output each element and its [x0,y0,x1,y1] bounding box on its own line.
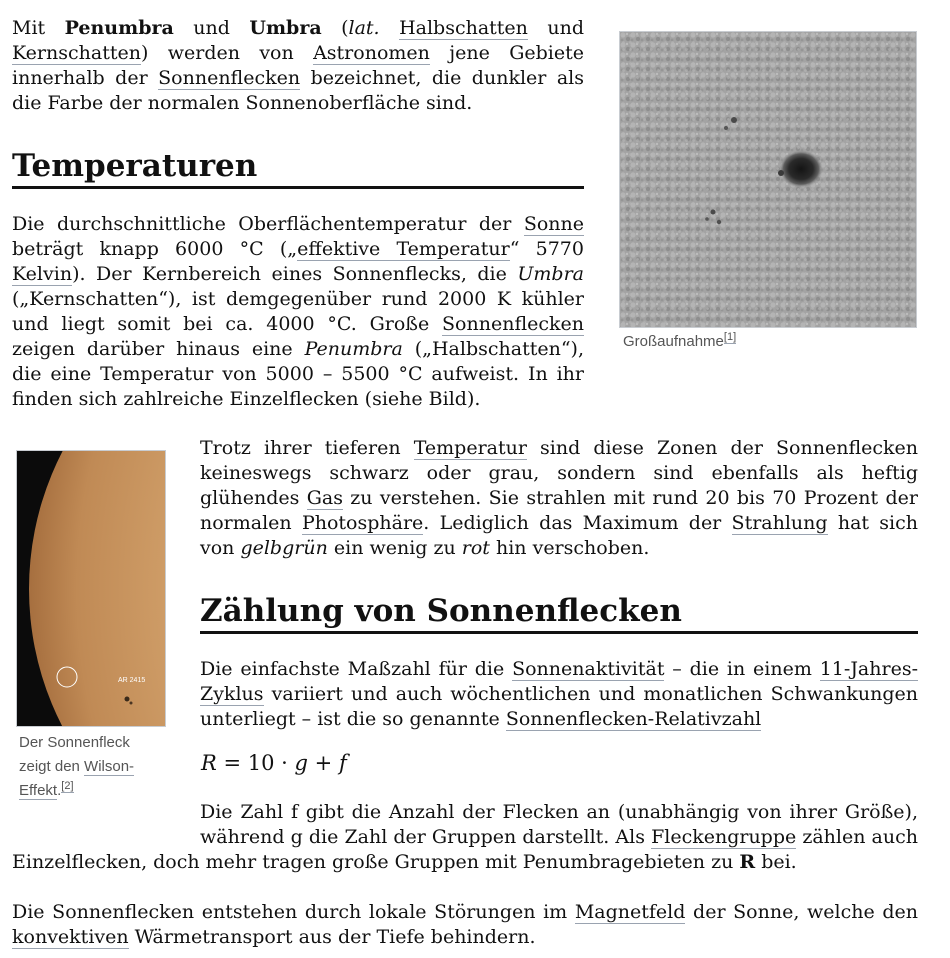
link-sonne[interactable]: Sonne [523,213,584,235]
link-wilson-effekt[interactable]: Wilson-Effekt [19,758,135,799]
link-strahlung[interactable]: Strahlung [731,512,828,534]
link-relativzahl[interactable]: Sonnenflecken-Relativzahl [505,708,762,730]
zaehlung-paragraph: Die einfachste Maßzahl für die Sonnenaktivität – die in einem 11-Jahres-Zyklus variiert und auch wöchentlichen und monatlichen Schwankungen unterliegt – ist die so genannte Sonnenflecken-Relativzahl [200,658,918,730]
float-spacer [12,800,200,848]
link-magnetfeld[interactable]: Magnetfeld [574,901,686,923]
link-photosphaere[interactable]: Photosphäre [301,512,424,534]
intro-paragraph: Mit Penumbra und Umbra (lat. Halbschatten und Kernschatten) werden von Astronomen jene Gebiete innerhalb der Sonnenflecken bezeichnet, die dunkler als die Farbe der normalen Sonnenoberfläche sind. [12,17,585,114]
trotz-paragraph: Trotz ihrer tieferen Temperatur sind diese Zonen der Sonnenflecken keineswegs schwarz oder grau, sondern sind ebenfalls als heftig glühendes Gas zu verstehen. Sie strahlen mit rund 20 bis 70 Prozent der normalen Photosphäre. Lediglich das Maximum der Strahlung hat sich von gelbgrün ein wenig zu rot hin verschoben. [200,437,919,559]
zahl-f-paragraph-wrapper [12,800,918,875]
heading-temperaturen: Temperaturen [12,146,584,189]
heading-zaehlung: Zählung von Sonnenflecken [200,591,918,634]
link-temperatur[interactable]: Temperatur [413,437,527,459]
image-label-ar2415: AR 2415 [118,677,146,684]
closeup-image[interactable] [619,31,917,328]
link-sonnenflecken-2[interactable]: Sonnenflecken [442,313,584,335]
link-fleckengruppe[interactable]: Fleckengruppe [651,826,797,848]
ref-2[interactable]: [2] [61,780,74,792]
link-sonnenflecken[interactable]: Sonnenflecken [158,67,301,89]
term-penumbra: Penumbra [64,17,174,39]
sun-limb-image[interactable] [16,450,166,727]
link-astronomen[interactable]: Astronomen [313,42,430,64]
link-11-jahres-zyklus[interactable]: 11-Jahres-Zyklus [200,658,918,705]
link-gas[interactable]: Gas [306,487,343,509]
term-umbra: Umbra [249,17,322,39]
link-halbschatten[interactable]: Halbschatten [399,17,528,39]
zahl-f-paragraph: Die Zahl f gibt die Anzahl der Flecken an (unabhängig von ihrer Größe), während g die Zahl der Gruppen darstellt. Als Fleckengruppe zählen auch Einzelflecken, doch mehr tragen große Gruppen mit Penumbragebieten zu R bei. [12,801,919,873]
sunspot-closeup-graphic [620,32,916,327]
link-effektive-temperatur[interactable]: effektive Temperatur [297,238,510,260]
magnetfeld-paragraph: Die Sonnenflecken entstehen durch lokale Störungen im Magnetfeld der Sonne, welche den konvektiven Wärmetransport aus der Tiefe behindern. [12,901,918,948]
temperature-paragraph: Die durchschnittliche Oberflächentemperatur der Sonne beträgt knapp 6000 °C („effektive Temperatur“ 5770 Kelvin). Der Kernbereich eines Sonnenflecks, die Umbra („Kernschatten“), ist demgegenüber rund 2000 K kühler und liegt somit bei ca. 4000 °C. Große Sonnenflecken zeigen darüber hinaus eine Penumbra („Halbschatten“), die eine Temperatur von 5000 – 5500 °C aufweist. In ihr finden sich zahlreiche Einzelflecken (siehe Bild). [12,213,584,410]
sun-limb-graphic [17,451,165,726]
wilson-caption: Der Sonnenfleck zeigt den Wilson-Effekt.[2] [19,734,135,799]
link-kelvin[interactable]: Kelvin [12,263,73,285]
relativzahl-formula: R = 10 · g + f [201,751,347,775]
link-konvektiven[interactable]: konvektiven [12,926,129,948]
closeup-caption: Großaufnahme[1] [623,331,737,350]
link-kernschatten[interactable]: Kernschatten [12,42,141,64]
link-sonnenaktivitaet[interactable]: Sonnenaktivität [512,658,665,680]
ref-1[interactable]: [1] [723,331,737,343]
